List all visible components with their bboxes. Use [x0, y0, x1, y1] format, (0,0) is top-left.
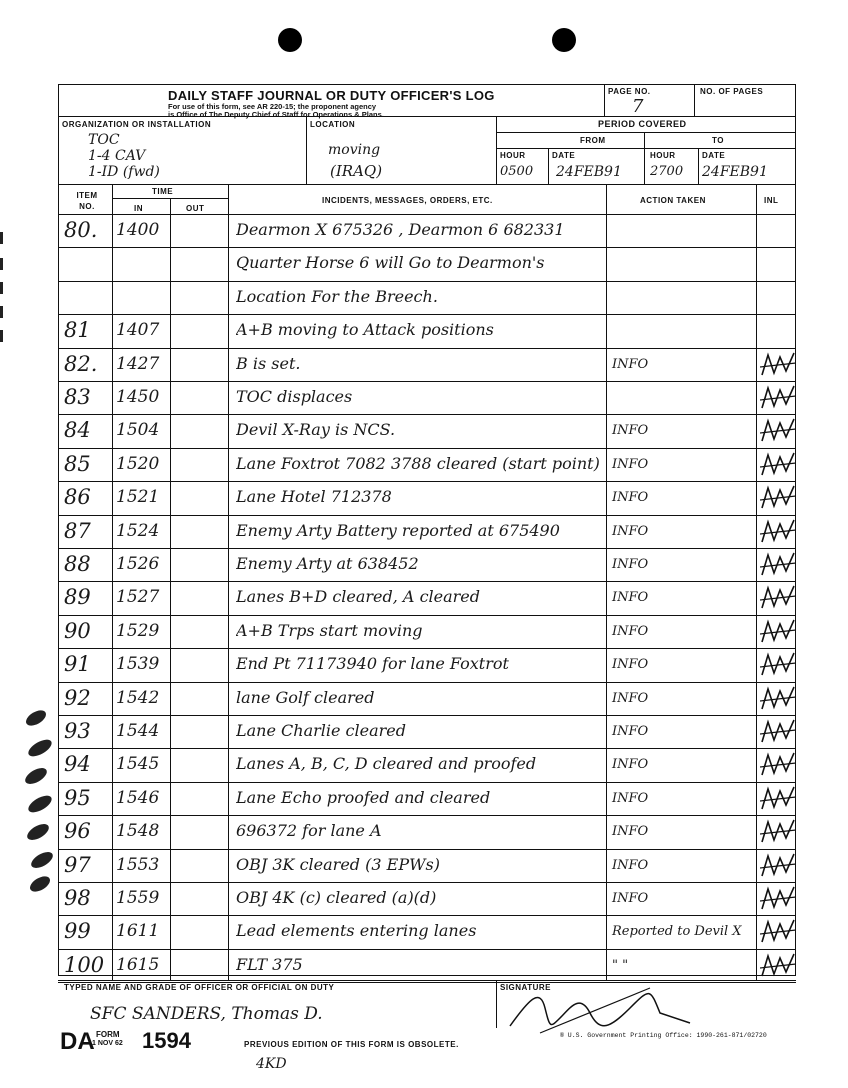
item-number: 88 [64, 552, 91, 576]
action-taken: INFO [612, 590, 649, 606]
row-divider [58, 314, 796, 315]
form-number: 1594 [142, 1028, 191, 1053]
organization-line-1: TOC [88, 132, 120, 148]
action-taken: INFO [612, 757, 649, 773]
margin-mark [0, 232, 3, 244]
incident-text: Lanes B+D cleared, A cleared [236, 587, 481, 607]
initials-scribble [760, 384, 796, 412]
item-number: 87 [64, 518, 91, 543]
form-title: DAILY STAFF JOURNAL OR DUTY OFFICER'S LOG [168, 88, 495, 103]
row-divider [58, 381, 796, 382]
item-number: 100 [64, 952, 105, 977]
col-header-item: ITEM NO. [76, 191, 98, 211]
time-in: 1553 [116, 854, 160, 875]
page-no-label: PAGE NO. [608, 87, 651, 96]
to-date-label: DATE [702, 151, 726, 160]
item-number: 93 [64, 719, 91, 743]
incident-text: Enemy Arty at 638452 [236, 554, 419, 573]
time-in: 1615 [116, 954, 160, 975]
incident-text: OBJ 3K cleared (3 EPWs) [236, 854, 440, 874]
margin-mark [0, 330, 3, 342]
action-taken: INFO [612, 490, 649, 506]
incident-text: Enemy Arty Battery reported at 675490 [236, 520, 560, 540]
time-in: 1548 [116, 821, 160, 842]
row-divider [58, 715, 796, 716]
time-in: 1450 [116, 387, 160, 407]
incident-text: Lane Hotel 712378 [236, 487, 392, 507]
divider [496, 132, 796, 133]
action-taken: INFO [612, 456, 649, 472]
initials-scribble [760, 618, 796, 646]
initials-scribble [760, 518, 796, 546]
initials-scribble [760, 818, 796, 846]
item-number: 99 [64, 919, 91, 944]
time-in: 1504 [116, 420, 160, 441]
row-divider [58, 648, 796, 649]
time-in: 1611 [116, 921, 160, 942]
col-divider [170, 198, 171, 980]
margin-mark [0, 306, 3, 318]
row-divider [58, 448, 796, 449]
item-number: 81 [64, 318, 91, 343]
from-hour-label: HOUR [500, 151, 526, 160]
row-divider [58, 247, 796, 248]
item-number: 96 [64, 819, 91, 844]
action-taken: INFO [612, 790, 649, 806]
row-divider [58, 748, 796, 749]
initials-scribble [760, 718, 796, 746]
row-divider [58, 515, 796, 516]
action-taken: " " [612, 957, 629, 973]
bottom-note: 4KD [256, 1056, 287, 1072]
form-date: 1 NOV 62 [92, 1040, 123, 1047]
initials-scribble [760, 785, 796, 813]
action-taken: INFO [612, 423, 649, 439]
action-taken: INFO [612, 824, 649, 840]
item-number: 84 [64, 418, 91, 443]
incident-text: Lane Foxtrot 7082 3788 cleared (start point) [236, 453, 600, 473]
punch-hole-left [278, 28, 302, 52]
col-header-inl: INL [764, 196, 779, 205]
time-in: 1546 [116, 787, 160, 808]
time-in: 1545 [116, 754, 160, 775]
action-taken: INFO [612, 690, 649, 706]
time-in: 1539 [116, 654, 160, 675]
initials-scribble [760, 751, 796, 779]
action-taken: INFO [612, 724, 649, 739]
item-number: 95 [64, 785, 91, 810]
row-divider [58, 882, 796, 883]
time-in: 1542 [116, 687, 160, 708]
row-divider [58, 849, 796, 850]
row-divider [58, 481, 796, 482]
time-in: 1521 [116, 487, 160, 508]
from-date-label: DATE [552, 151, 576, 160]
incident-text: lane Golf cleared [236, 687, 375, 707]
time-in: 1526 [116, 554, 160, 574]
col-header-action: ACTION TAKEN [640, 196, 706, 205]
side-staple-marks [14, 700, 64, 900]
initials-scribble [760, 918, 796, 946]
initials-scribble [760, 852, 796, 880]
divider [694, 84, 695, 116]
divider [306, 116, 307, 184]
gpo-imprint: ® U.S. Government Printing Office: 1990-261-871/02720 [560, 1032, 767, 1039]
incident-text: OBJ 4K (c) cleared (a)(d) [236, 888, 437, 907]
no-of-pages-label: NO. OF PAGES [700, 87, 764, 96]
typed-name-value: SFC SANDERS, Thomas D. [90, 1004, 323, 1024]
item-number: 97 [64, 852, 91, 877]
initials-scribble [760, 551, 796, 579]
incident-text: Lanes A, B, C, D cleared and proofed [236, 754, 537, 774]
initials-scribble [760, 651, 796, 679]
time-in: 1524 [116, 520, 160, 541]
form-da: DA [60, 1028, 95, 1055]
from-date-value: 24FEB91 [556, 164, 622, 180]
divider [58, 214, 796, 215]
divider [58, 116, 796, 117]
action-taken: INFO [612, 623, 649, 639]
page-no-value: 7 [632, 96, 644, 117]
time-in: 1544 [116, 721, 160, 741]
period-from-label: FROM [580, 136, 606, 145]
initials-scribble [760, 351, 796, 379]
row-divider [58, 281, 796, 282]
initials-scribble [760, 484, 796, 512]
item-number: 82. [64, 351, 98, 376]
margin-mark [0, 282, 3, 294]
incident-text: Location For the Breech. [236, 286, 438, 306]
divider [548, 148, 549, 184]
to-hour-label: HOUR [650, 151, 676, 160]
row-divider [58, 782, 796, 783]
divider [644, 132, 645, 184]
organization-line-2: 1-4 CAV [88, 148, 146, 164]
location-line-2: (IRAQ) [330, 162, 383, 180]
punch-hole-right [552, 28, 576, 52]
incident-text: Lane Charlie cleared [236, 721, 406, 740]
row-divider [58, 581, 796, 582]
from-hour-value: 0500 [500, 164, 534, 179]
time-in: 1559 [116, 888, 160, 908]
incident-text: Quarter Horse 6 will Go to Dearmon's [236, 253, 545, 273]
initials-scribble [760, 952, 796, 980]
row-divider [58, 414, 796, 415]
action-taken: INFO [612, 891, 649, 906]
time-in: 1529 [116, 620, 160, 641]
time-in: 1527 [116, 587, 160, 608]
col-header-incidents: INCIDENTS, MESSAGES, ORDERS, ETC. [322, 196, 493, 205]
time-in: 1520 [116, 453, 160, 474]
time-in: 1400 [116, 220, 160, 240]
item-number: 91 [64, 652, 91, 677]
divider [698, 148, 699, 184]
incident-text: 696372 for lane A [236, 821, 382, 841]
initials-scribble [760, 584, 796, 612]
divider [496, 148, 796, 149]
time-in: 1427 [116, 353, 160, 374]
item-number: 89 [64, 585, 91, 610]
time-in: 1407 [116, 320, 160, 341]
item-number: 98 [64, 886, 91, 910]
item-number: 80. [64, 218, 98, 242]
divider [496, 980, 497, 1028]
period-covered-label: PERIOD COVERED [598, 119, 687, 129]
incident-text: A+B Trps start moving [236, 620, 423, 640]
row-divider [58, 815, 796, 816]
item-number: 92 [64, 685, 91, 710]
row-divider [58, 348, 796, 349]
incident-text: End Pt 71173940 for lane Foxtrot [236, 654, 509, 674]
row-divider [58, 949, 796, 950]
incident-text: Dearmon X 675326 , Dearmon 6 682331 [236, 220, 565, 239]
initials-scribble [760, 451, 796, 479]
row-divider [58, 548, 796, 549]
location-label: LOCATION [310, 120, 356, 129]
col-header-out: OUT [186, 204, 205, 213]
divider [604, 84, 605, 116]
period-to-label: TO [712, 136, 724, 145]
col-header-in: IN [134, 204, 143, 213]
action-taken: INFO [612, 356, 649, 372]
margin-mark [0, 258, 3, 270]
incident-text: FLT 375 [236, 954, 303, 974]
organization-label: ORGANIZATION OR INSTALLATION [62, 120, 212, 129]
to-date-value: 24FEB91 [702, 164, 768, 180]
form-subtitle-2: is Office of The Deputy Chief of Staff for Operations & Plans. [168, 110, 384, 119]
typed-name-label: TYPED NAME AND GRADE OF OFFICER OR OFFICIAL ON DUTY [64, 983, 335, 992]
row-divider [58, 615, 796, 616]
form-subtitle-1: For use of this form, see AR 220-15; the proponent agency [168, 102, 377, 111]
action-taken: INFO [612, 523, 649, 539]
action-taken: Reported to Devil X [612, 924, 742, 940]
organization-line-3: 1-ID (fwd) [88, 164, 160, 180]
incident-text: Lead elements entering lanes [236, 921, 477, 941]
incident-text: B is set. [236, 353, 301, 373]
row-divider [58, 915, 796, 916]
incident-text: A+B moving to Attack positions [236, 320, 494, 340]
previous-edition-note: PREVIOUS EDITION OF THIS FORM IS OBSOLETE. [244, 1040, 459, 1049]
action-taken: INFO [612, 557, 649, 572]
form-word: FORM [96, 1030, 120, 1039]
signature-scribble [500, 978, 700, 1038]
divider [58, 184, 796, 185]
action-taken: INFO [612, 657, 649, 673]
location-line-1: moving [328, 142, 381, 158]
divider [496, 116, 497, 184]
initials-scribble [760, 417, 796, 445]
item-number: 83 [64, 385, 91, 409]
item-number: 94 [64, 752, 91, 777]
item-number: 85 [64, 451, 91, 476]
incident-text: TOC displaces [236, 387, 353, 406]
incident-text: Lane Echo proofed and cleared [236, 787, 491, 807]
initials-scribble [760, 685, 796, 713]
signature-label: SIGNATURE [500, 983, 552, 992]
initials-scribble [760, 885, 796, 913]
action-taken: INFO [612, 857, 649, 873]
col-header-time: TIME [152, 187, 174, 196]
item-number: 90 [64, 618, 91, 643]
incident-text: Devil X-Ray is NCS. [236, 420, 396, 440]
to-hour-value: 2700 [650, 164, 684, 179]
item-number: 86 [64, 485, 91, 510]
row-divider [58, 682, 796, 683]
